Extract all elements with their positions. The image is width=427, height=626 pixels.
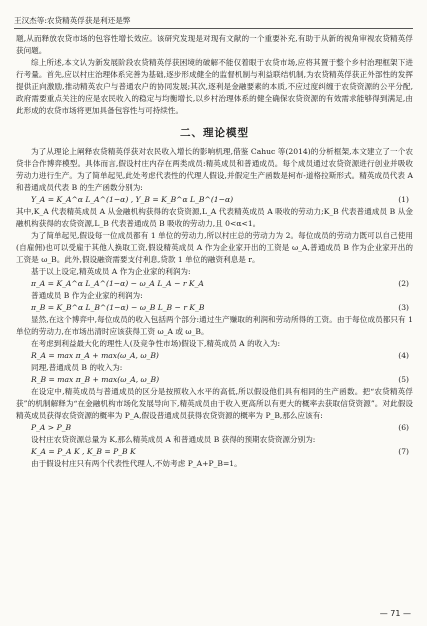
paragraph-total-resources: 设村庄农贷资源总量为 K,那么精英成员 A 和普通成员 B 获得的预期农贷资源分别为:	[31, 435, 316, 444]
equation-5	[16, 374, 413, 386]
running-header	[14, 8, 413, 29]
equation-2	[16, 278, 413, 290]
paragraph-profit-a-intro: 基于以上设定,精英成员 A 作为企业家的利润为:	[31, 267, 191, 276]
running-title: 王汉杰等:农贷精英俘获是利还是弊	[14, 16, 131, 25]
article-body	[16, 33, 413, 470]
equation-number: (5)	[398, 375, 409, 384]
equation-1	[16, 194, 413, 206]
equation-number: (2)	[398, 279, 409, 288]
equation-body: π_A = K_A^α L_A^(1−α) − ω_A L_A − r K_A	[31, 279, 204, 288]
equation-number: (6)	[398, 423, 409, 432]
paragraph-income-b-intro: 同理,普通成员 B 的收入为:	[31, 363, 123, 372]
equation-body: Y_A = K_A^α L_A^(1−α) , Y_B = K_B^α L_B^(1−α)	[31, 195, 234, 204]
page-number: — 71 —	[379, 609, 411, 618]
section-title: 二、理论模型	[180, 127, 249, 139]
equation-body: P_A > P_B	[31, 423, 72, 432]
equation-number: (1)	[398, 195, 409, 204]
equation-body: R_B = max π_B + max(ω_A, ω_B)	[31, 375, 160, 384]
equation-body: π_B = K_B^α L_B^(1−α) − ω_B L_B − r K_B	[31, 303, 205, 312]
paragraph-continued: 题,从而释放农贷市场的包容性增长效应。该研究发现是对现有文献的一个重要补充,有助于从新的视角审视农贷精英俘获问题。	[16, 34, 413, 55]
equation-6	[16, 422, 413, 434]
paragraph-model-intro: 为了从理论上阐释农贷精英俘获对农民收入增长的影响机理,借鉴 Cahuc 等(2014)的分析框架,本文建立了一个农贷非合作博弈模型。具体而言,假设村庄内存在两类成员:精英成员和普通成员。每个成员通过农贷资源进行创业并吸收劳动力进行生产。为了简单起见,此处考虑代表性的代理人假设,并假定生产函数是柯布-道格拉斯形式。精英成员代表 A 和普通成员代表 B 的生产函数分别为:	[16, 147, 413, 192]
equation-3	[16, 302, 413, 314]
equation-body: K_A = P_A K , K_B = P_B K	[31, 447, 136, 456]
equation-number: (7)	[398, 447, 409, 456]
paragraph-where: 其中,K_A 代表精英成员 A 从金融机构获得的农贷资源,L_A 代表精英成员 A 吸收的劳动力;K_B 代表普通成员 B 从金融机构获得的农贷资源,L_B 代表普通成员 B 吸收的劳动力,且 0<α<1。	[16, 207, 413, 228]
paragraph-income-a-intro: 在考虑到利益最大化的理性人(及竞争性市场)假设下,精英成员 A 的收入为:	[31, 339, 281, 348]
paragraph-labor: 为了简单起见,假设每一位成员都有 1 单位的劳动力,所以村庄总的劳动力为 2。每位成员的劳动力既可以自己使用(自雇佣)也可以受雇于其他人换取工资,假设精英成员 A 作为企业家开出的工资是 ω_A,普通成员 B 作为企业家开出的工资是 ω_B。此外,假设融资需要支付利息,贷款 1 单位的融资利息是 r。	[16, 231, 413, 264]
paragraph-probability-sum: 由于假设村庄只有两个代表性代理人,不妨考虑 P_A+P_B=1。	[31, 459, 242, 468]
paragraph-profit-b-intro: 普通成员 B 作为企业家的利润为:	[31, 291, 143, 300]
equation-4	[16, 350, 413, 362]
equation-7	[16, 446, 413, 458]
paragraph-summary: 综上所述,本文认为新发展阶段农贷精英俘获困境的破解不能仅着眼于农贷市场,应将其置于整个乡村治理框架下进行考量。首先,应以村庄治理体系完善为基础,逐步形成健全的监督机制与利益联结机制,为农贷精英俘获正外部性的发挥提供正向激励,推动精英农户与普通农户的协同发展;其次,逐利是金融要素的本质,不应过度纠缠于农贷资源的公平分配,政府需要重点关注的应是农民收入的稳定与均衡增长,以乡村治理体系的健全确保农贷资源的有效需求能够得到满足,由此形成的农贷市场将更加具备包容性与可持续性。	[16, 58, 413, 115]
equation-number: (4)	[398, 351, 409, 360]
equation-number: (3)	[398, 303, 409, 312]
equation-body: R_A = max π_A + max(ω_A, ω_B)	[31, 351, 159, 360]
paragraph-capture-mechanism: 在设定中,精英成员与普通成员的区分是按照收入水平的高低,所以假设他们具有相同的生产函数。把“农贷精英俘获”的机制解释为“在金融机构市场化发展导向下,精英成员由于收入更高所以有更大的概率去获取信贷资源”。对此假设精英成员获得农贷资源的概率为 P_A,假设普通成员获得农贷资源的概率为 P_B,那么应该有:	[16, 387, 413, 420]
paragraph-income-parts: 显然,在这个博弈中,每位成员的收入包括两个部分:通过生产赚取的利润和劳动所得的工资。由于每位成员都只有 1 单位的劳动力,在市场出清时应该获得工资 ω_A 或 ω_B。	[16, 315, 413, 336]
